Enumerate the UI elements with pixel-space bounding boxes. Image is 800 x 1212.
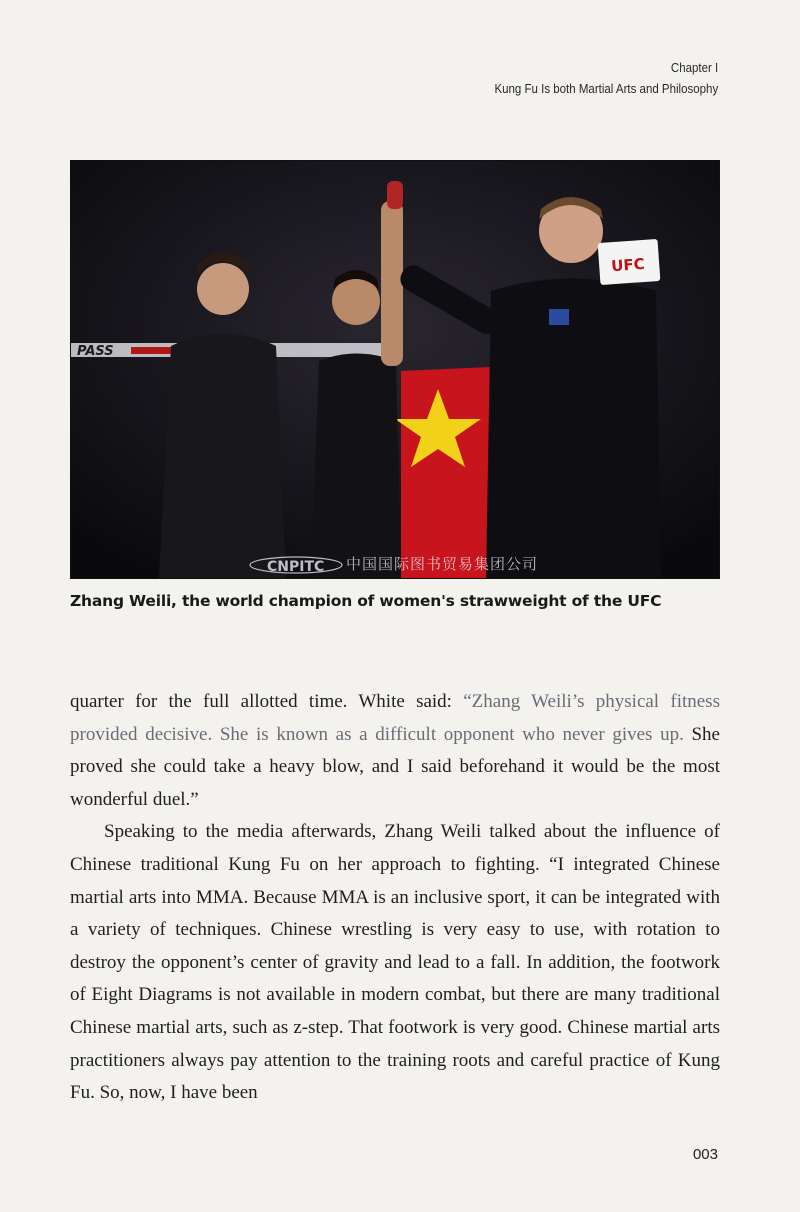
paragraph-1-quote: “Zhang Weili’s physical fitness provided decisive. She is known as a difficult opponent who never gives up. bbox=[70, 691, 720, 745]
running-head-title: Kung Fu Is both Martial Arts and Philosophy bbox=[494, 82, 718, 96]
banner-text: PASS bbox=[77, 344, 114, 359]
paragraph-1-lead: quarter for the full allotted time. White said: bbox=[70, 691, 464, 712]
paragraph-2: Speaking to the media afterwards, Zhang Weili talked about the influence of Chinese traditional Kung Fu on her approach to fighting. “I integrated Chinese martial arts into MMA. Because MMA is an inclusive sport, it can be integrated with a variety of techniques. Chinese wrestling is very easy to use, with rotation to destroy the opponent’s center of gravity and lead to a fall. In addition, the footwork of Eight Diagrams is not available in modern combat, but there are many traditional Chinese martial arts, such as z-step. That footwork is very good. Chinese martial arts practitioners always pay attention to the training roots and careful practice of Kung Fu. So, now, I have been bbox=[70, 821, 720, 1104]
ufc-sign-text: UFC bbox=[610, 254, 646, 276]
svg-text:CNPITC: CNPITC bbox=[267, 559, 325, 575]
running-head-chapter: Chapter I bbox=[670, 61, 718, 75]
paragraph-1-tail: She proved she could take a heavy blow, and I said beforehand it would be the most wonderful duel.” bbox=[70, 723, 720, 810]
photo-caption: Zhang Weili, the world champion of women's strawweight of the UFC bbox=[70, 592, 662, 610]
photo-scene bbox=[71, 161, 719, 578]
page-number: 003 bbox=[692, 1146, 718, 1163]
watermark-text: 中国国际图书贸易集团公司 bbox=[346, 555, 539, 573]
body-text bbox=[70, 686, 720, 1110]
photo-ufc-victory bbox=[70, 160, 720, 579]
paragraph-1 bbox=[70, 686, 720, 816]
running-head bbox=[494, 58, 718, 100]
